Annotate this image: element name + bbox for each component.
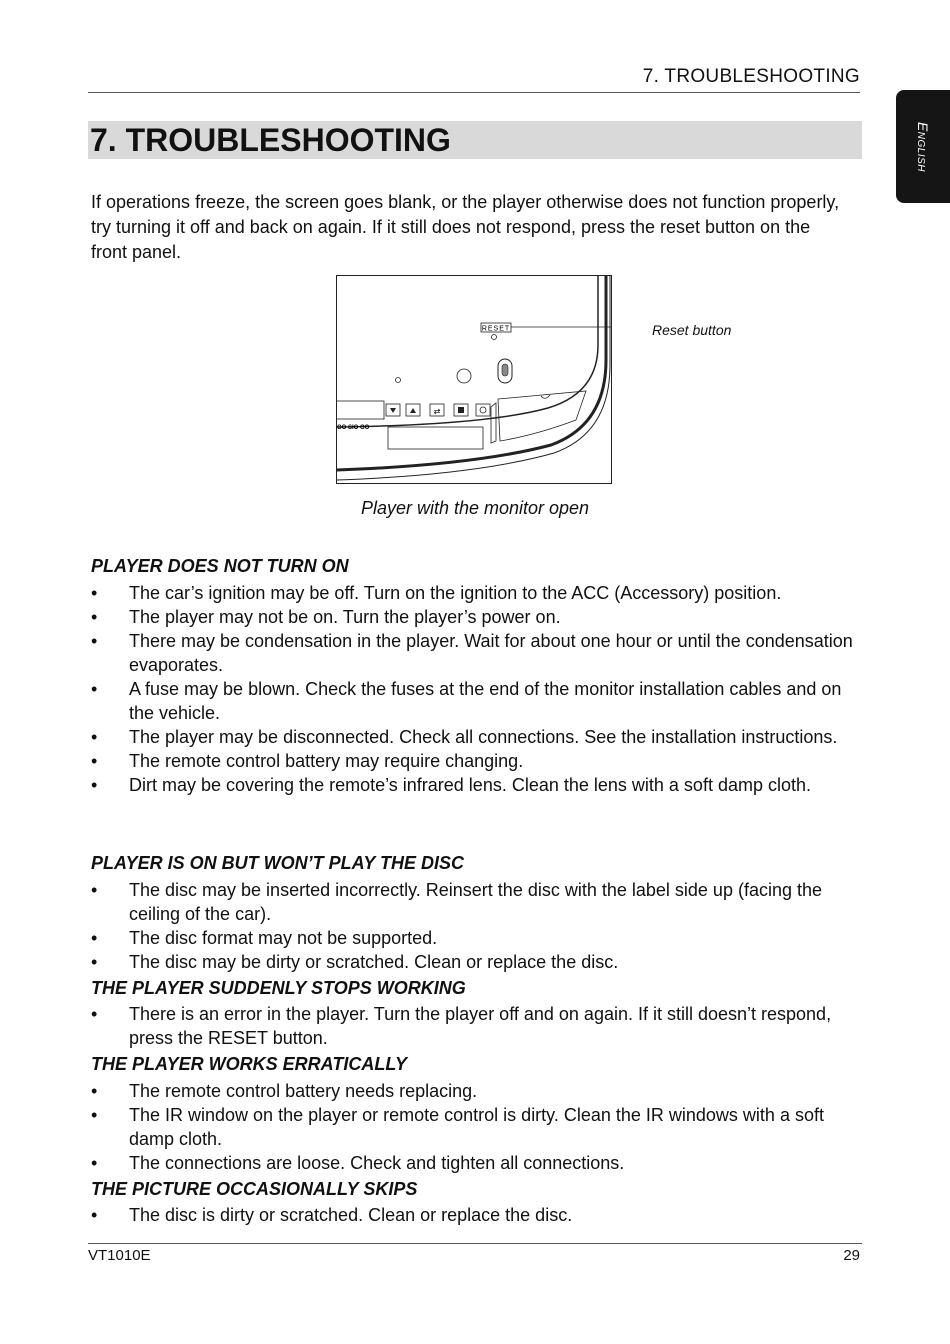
footer-divider xyxy=(88,1243,862,1244)
list-stops-working xyxy=(91,1002,863,1050)
list-item: • The remote control battery may require changing. xyxy=(91,749,863,773)
list-erratic xyxy=(91,1079,863,1175)
list-skips xyxy=(91,1203,863,1227)
svg-text:OO SIO OO: OO SIO OO xyxy=(337,425,370,431)
list-item: • The disc may be inserted incorrectly. Reinsert the disc with the label side up (facing the ceiling of the car). xyxy=(91,878,863,926)
reset-button-callout: Reset button xyxy=(652,322,732,338)
list-item: • The player may not be on. Turn the player’s power on. xyxy=(91,605,863,629)
title-bar xyxy=(88,121,862,159)
list-no-power xyxy=(91,581,863,797)
running-header: 7. TROUBLESHOOTING xyxy=(88,66,860,93)
page-title: 7. TROUBLESHOOTING xyxy=(90,122,451,158)
figure-caption: Player with the monitor open xyxy=(360,498,590,518)
language-tab xyxy=(896,90,950,203)
page-number: 29 xyxy=(843,1247,860,1264)
footer-model: VT1010E xyxy=(88,1247,151,1264)
list-item: • The IR window on the player or remote control is dirty. Clean the IR windows with a soft damp cloth. xyxy=(91,1103,863,1151)
list-item: • There is an error in the player. Turn the player off and on again. If it still doesn’t respond, press the RESET button. xyxy=(91,1002,863,1050)
section-heading-wont-play: PLAYER IS ON BUT WON’T PLAY THE DISC xyxy=(91,853,465,873)
list-item: • A fuse may be blown. Check the fuses at the end of the monitor installation cables and on the vehicle. xyxy=(91,677,863,725)
list-item: • The connections are loose. Check and tighten all connections. xyxy=(91,1151,863,1175)
section-heading-no-power: PLAYER DOES NOT TURN ON xyxy=(91,556,349,576)
list-item: • The disc format may not be supported. xyxy=(91,926,863,950)
stop-icon xyxy=(458,407,464,413)
list-item: • The disc is dirty or scratched. Clean or replace the disc. xyxy=(91,1203,863,1227)
list-item: • The player may be disconnected. Check all connections. See the installation instructions. xyxy=(91,725,863,749)
list-item: • Dirt may be covering the remote’s infrared lens. Clean the lens with a soft damp cloth. xyxy=(91,773,863,797)
source-icon: ⇄ xyxy=(433,407,441,416)
reset-marking: RESET xyxy=(481,325,511,333)
section-heading-stops-working: THE PLAYER SUDDENLY STOPS WORKING xyxy=(91,978,466,998)
language-tab-label: English xyxy=(915,121,931,172)
section-heading-skips: THE PICTURE OCCASIONALLY SKIPS xyxy=(91,1179,418,1199)
list-item: • The disc may be dirty or scratched. Clean or replace the disc. xyxy=(91,950,863,974)
section-heading-erratic: THE PLAYER WORKS ERRATICALLY xyxy=(91,1054,407,1074)
player-illustration xyxy=(336,275,612,484)
list-item: • The remote control battery needs replacing. xyxy=(91,1079,863,1103)
list-item: • The car’s ignition may be off. Turn on the ignition to the ACC (Accessory) position. xyxy=(91,581,863,605)
list-wont-play xyxy=(91,878,863,974)
intro-paragraph: If operations freeze, the screen goes blank, or the player otherwise does not function properly, try turning it off and back on again. If it still does not respond, press the reset button on the front panel. xyxy=(91,192,840,262)
list-item: • There may be condensation in the player. Wait for about one hour or until the condensation evaporates. xyxy=(91,629,863,677)
